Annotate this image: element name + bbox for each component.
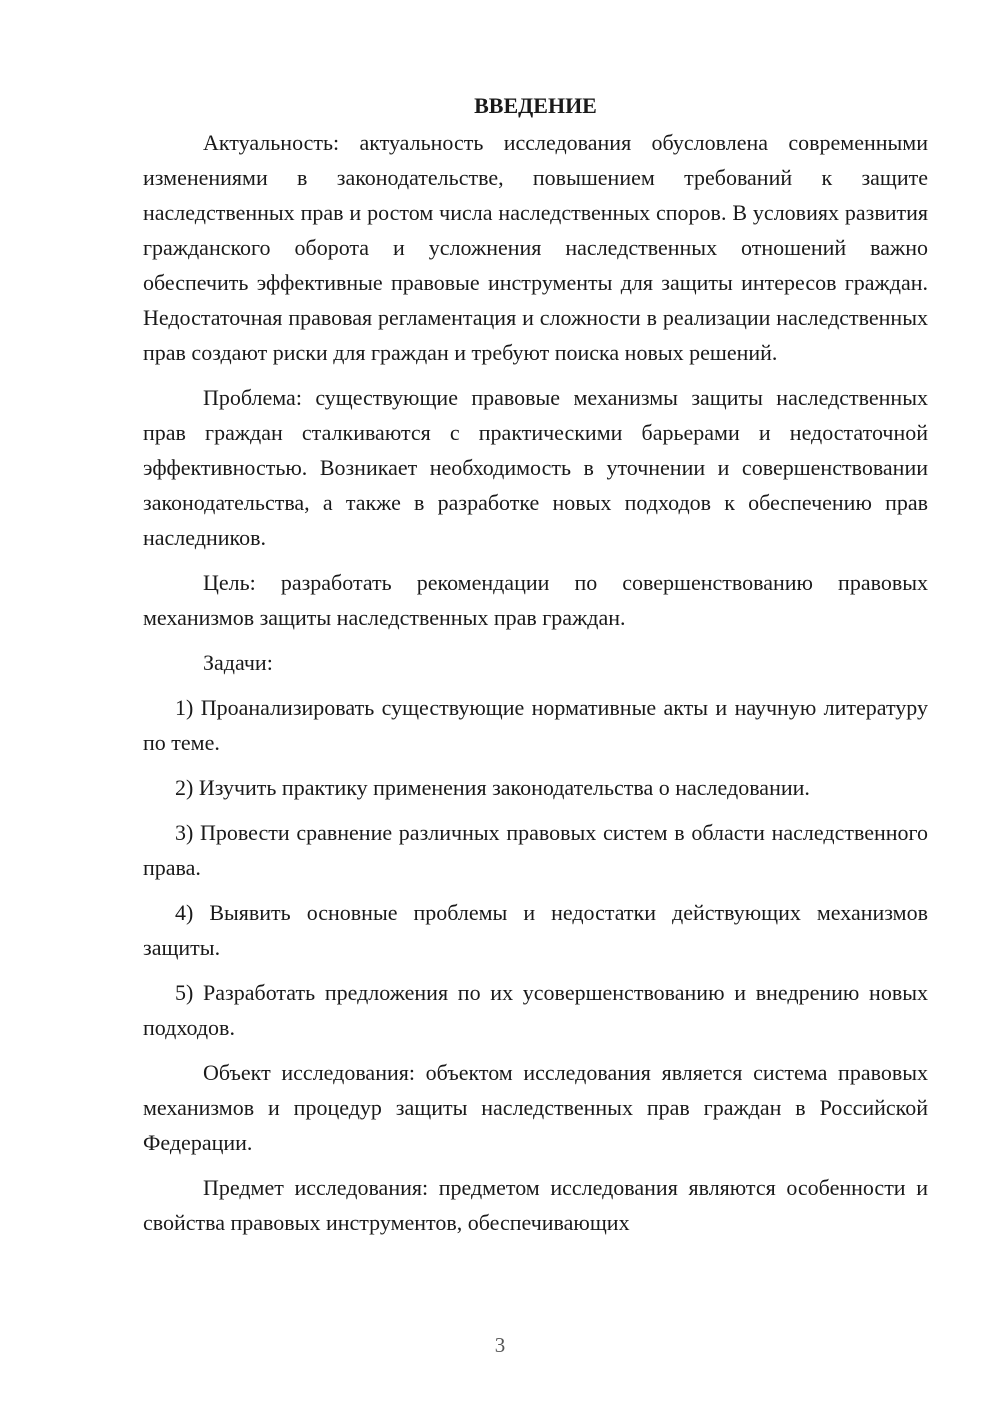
paragraph-object: Объект исследования: объектом исследования является система правовых механизмов и процедур защиты наследственных прав граждан в Российской Федерации. [143,1060,928,1155]
page-title: ВВЕДЕНИЕ [474,93,597,118]
page-number: 3 [494,1333,506,1357]
task-item-1: 1) Проанализировать существующие нормативные акты и научную литературу по теме. [143,695,928,755]
task-item-4: 4) Выявить основные проблемы и недостатки действующих механизмов защиты. [143,900,928,960]
task-item-5: 5) Разработать предложения по их усовершенствованию и внедрению новых подходов. [143,980,928,1040]
task-item-3: 3) Провести сравнение различных правовых систем в области наследственного права. [143,820,928,880]
task-item-2: 2) Изучить практику применения законодательства о наследовании. [175,775,810,800]
tasks-label: Задачи: [203,650,273,675]
paragraph-relevance: Актуальность: актуальность исследования обусловлена современными изменениями в законодательстве, повышением требований к защите наследственных прав и ростом числа наследственных споров. В условиях развития гражданского оборота и усложнения наследственных отношений важно обеспечить эффективные правовые инструменты для защиты интересов граждан. Недостаточная правовая регламентация и сложности в реализации наследственных прав создают риски для граждан и требуют поиска новых решений. [143,130,928,365]
page-content [143,88,928,1250]
paragraph-problem: Проблема: существующие правовые механизмы защиты наследственных прав граждан сталкиваются с практическими барьерами и недостаточной эффективностью. Возникает необходимость в уточнении и совершенствовании законодательства, а также в разработке новых подходов к обеспечению прав наследников. [143,385,928,550]
paragraph-goal: Цель: разработать рекомендации по совершенствованию правовых механизмов защиты наследственных прав граждан. [143,570,928,630]
paragraph-subject: Предмет исследования: предметом исследования являются особенности и свойства правовых инструментов, обеспечивающих [143,1175,928,1235]
